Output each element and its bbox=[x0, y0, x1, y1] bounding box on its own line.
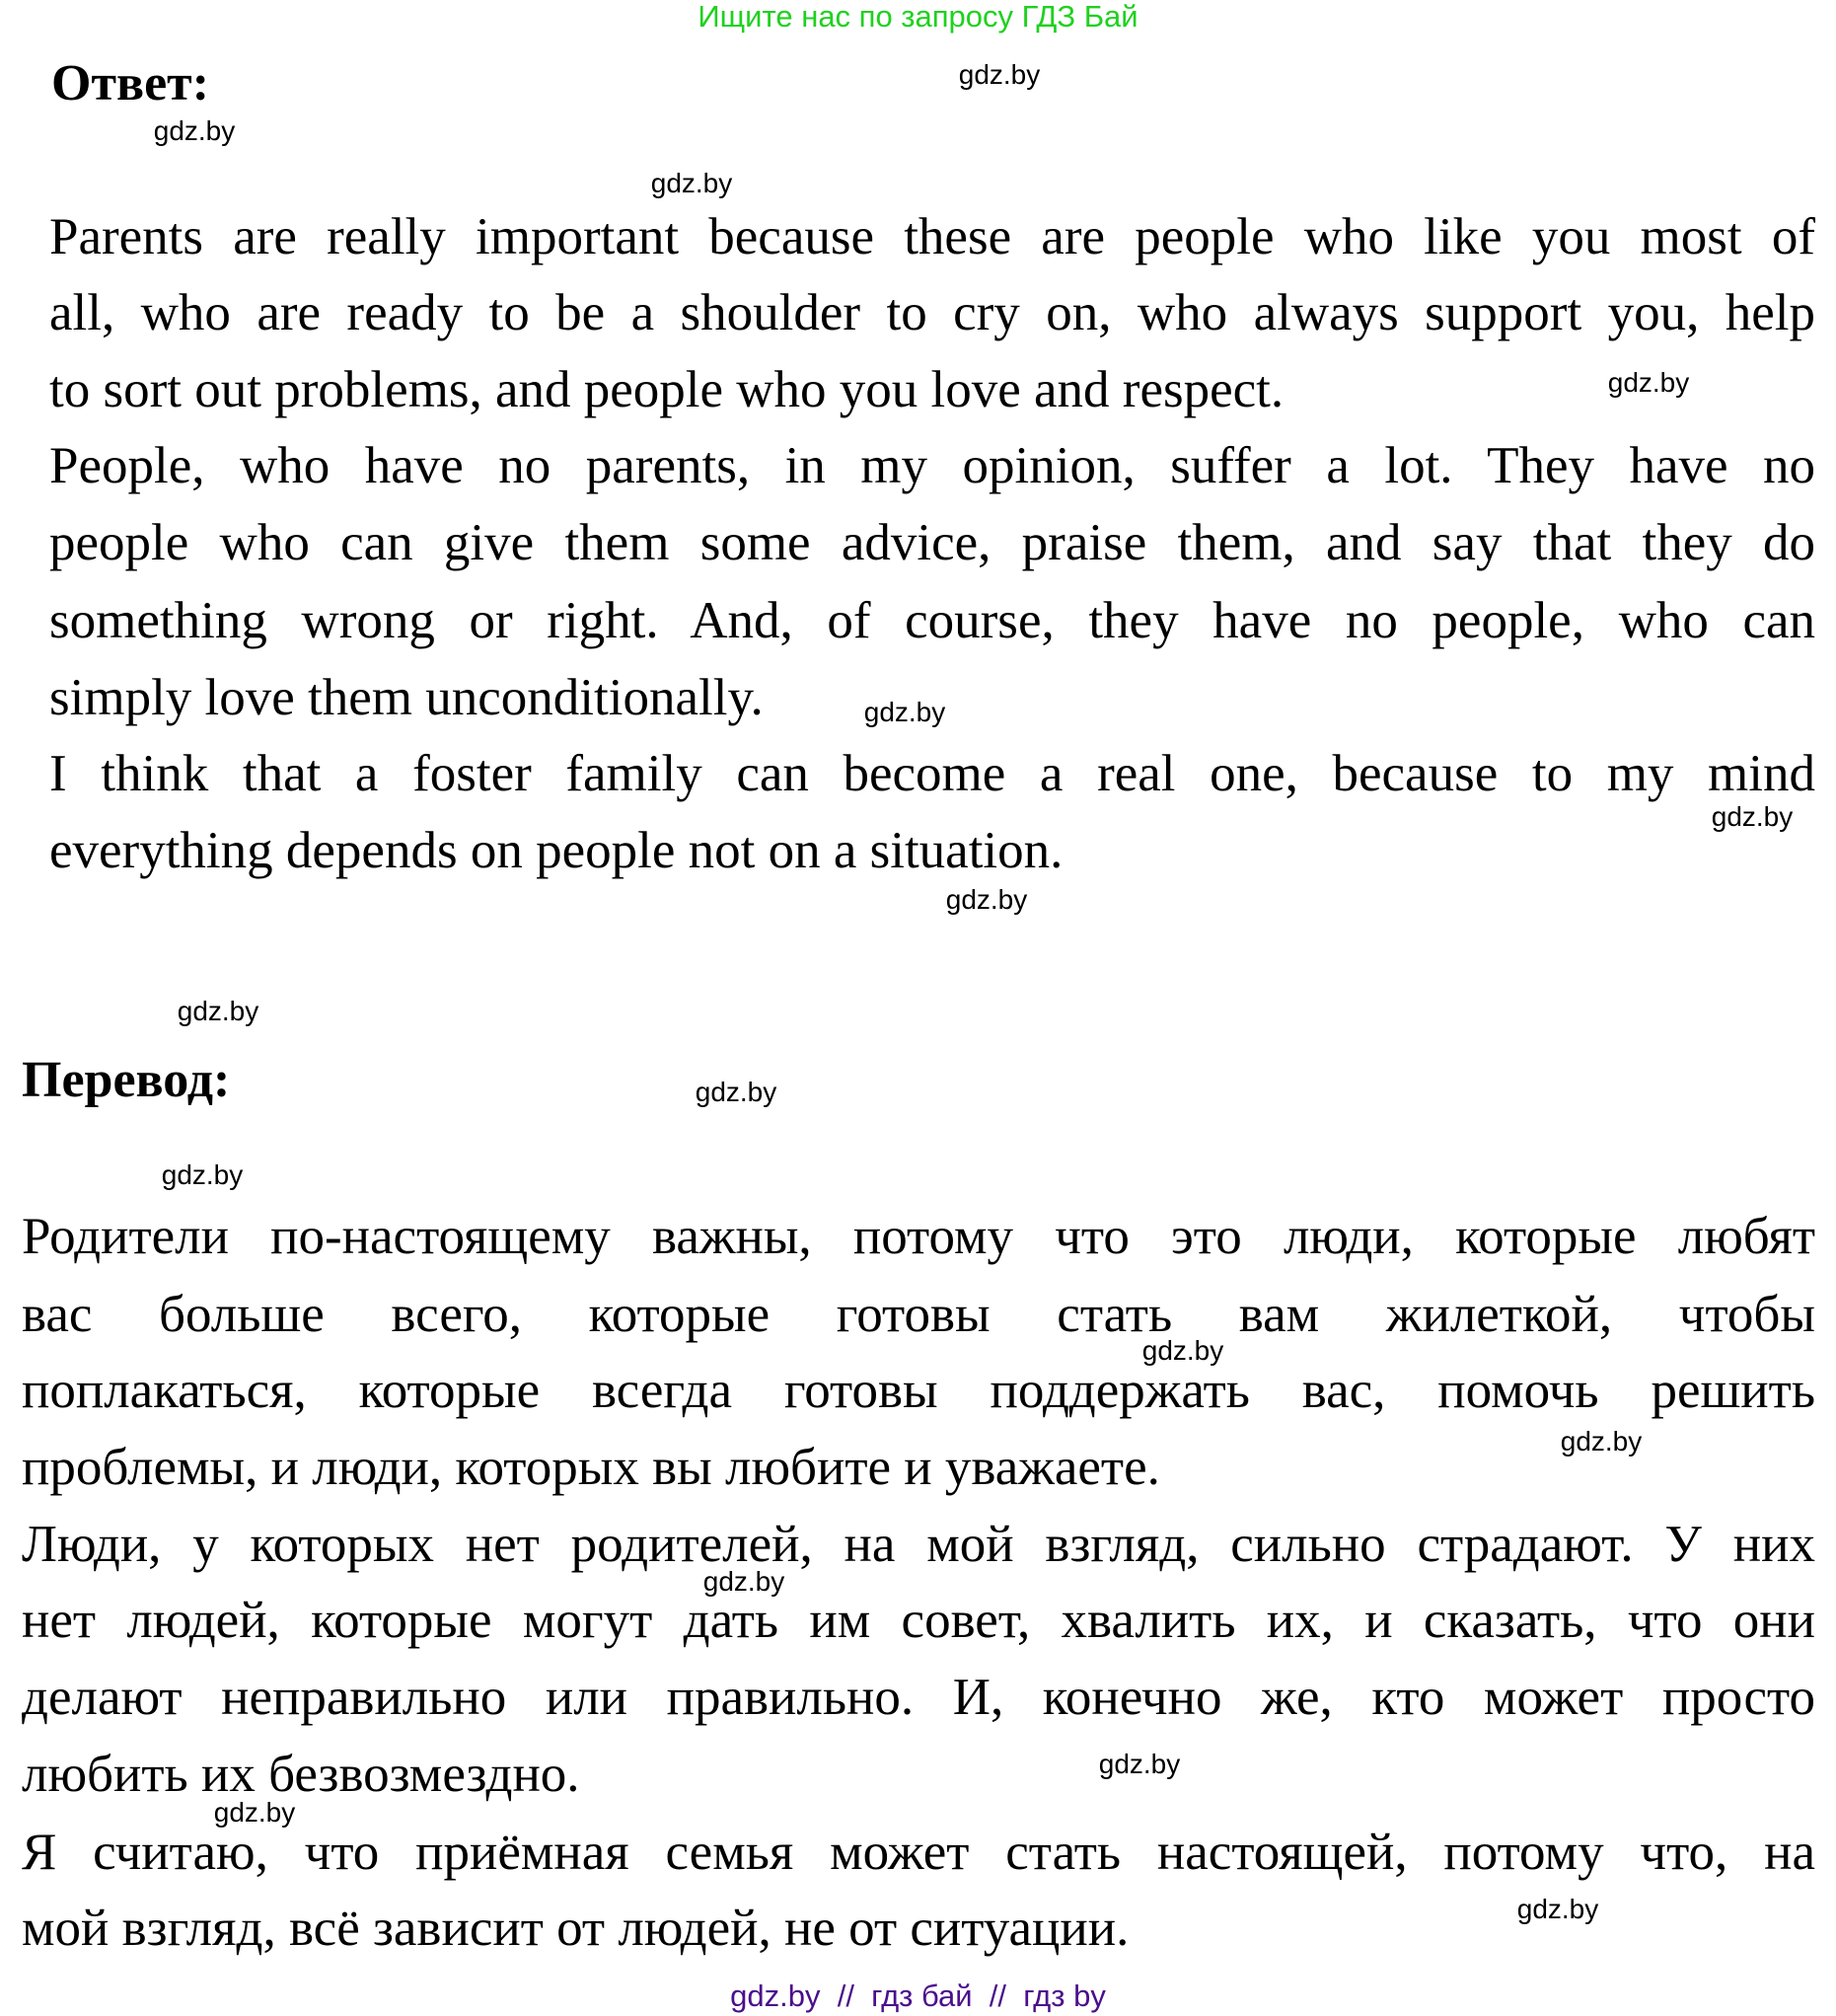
watermark: gdz.by bbox=[1711, 801, 1794, 832]
watermark: gdz.by bbox=[702, 1566, 785, 1597]
answer-line: simply love them unconditionally. bbox=[49, 669, 764, 726]
answer-line: something wrong or right. And, of course, they have no people, who can bbox=[49, 592, 1815, 649]
search-banner: Ищите нас по запросу ГДЗ Бай bbox=[698, 0, 1138, 34]
answer-line: People, who have no parents, in my opinion, suffer a lot. They have no bbox=[49, 437, 1815, 494]
answer-line: I think that a foster family can become a real one, because to my mind bbox=[49, 745, 1815, 802]
watermark: gdz.by bbox=[863, 697, 946, 727]
translation-line: мой взгляд, всё зависит от людей, не от ситуации. bbox=[22, 1900, 1130, 1957]
watermark: gdz.by bbox=[161, 1159, 244, 1190]
watermark: gdz.by bbox=[695, 1077, 777, 1107]
watermark: gdz.by bbox=[958, 59, 1041, 90]
translation-line: вас больше всего, которые готовы стать вам жилеткой, чтобы bbox=[22, 1286, 1815, 1343]
translation-heading: Перевод: bbox=[22, 1052, 231, 1108]
answer-line: all, who are ready to be a shoulder to cry on, who always support you, help bbox=[49, 284, 1815, 341]
watermark: gdz.by bbox=[1516, 1894, 1599, 1924]
watermark: gdz.by bbox=[1098, 1749, 1181, 1779]
translation-line: нет людей, которые могут дать им совет, хвалить их, и сказать, что они bbox=[22, 1592, 1815, 1649]
footer-links: gdz.by // гдз бай // гдз by bbox=[730, 1979, 1106, 2013]
answer-line: Parents are really important because these are people who like you most of bbox=[49, 208, 1815, 265]
answer-heading: Ответ: bbox=[51, 55, 210, 112]
answer-line: to sort out problems, and people who you love and respect. bbox=[49, 361, 1285, 418]
translation-line: Я считаю, что приёмная семья может стать настоящей, потому что, на bbox=[22, 1824, 1815, 1881]
watermark: gdz.by bbox=[945, 884, 1028, 915]
translation-line: проблемы, и люди, которых вы любите и уважаете. bbox=[22, 1439, 1160, 1496]
watermark: gdz.by bbox=[1141, 1335, 1224, 1366]
answer-line: everything depends on people not on a situation. bbox=[49, 822, 1064, 879]
translation-line: Люди, у которых нет родителей, на мой взгляд, сильно страдают. У них bbox=[22, 1516, 1815, 1573]
watermark: gdz.by bbox=[650, 168, 733, 198]
watermark: gdz.by bbox=[177, 996, 259, 1026]
watermark: gdz.by bbox=[213, 1797, 296, 1828]
watermark: gdz.by bbox=[1560, 1426, 1643, 1456]
answer-line: people who can give them some advice, praise them, and say that they do bbox=[49, 514, 1815, 571]
watermark: gdz.by bbox=[1607, 367, 1690, 398]
watermark: gdz.by bbox=[153, 115, 236, 146]
translation-line: делают неправильно или правильно. И, конечно же, кто может просто bbox=[22, 1669, 1815, 1726]
translation-line: Родители по-настоящему важны, потому что это люди, которые любят bbox=[22, 1208, 1815, 1265]
translation-line: любить их безвозмездно. bbox=[22, 1746, 580, 1803]
translation-line: поплакаться, которые всегда готовы поддержать вас, помочь решить bbox=[22, 1362, 1815, 1419]
